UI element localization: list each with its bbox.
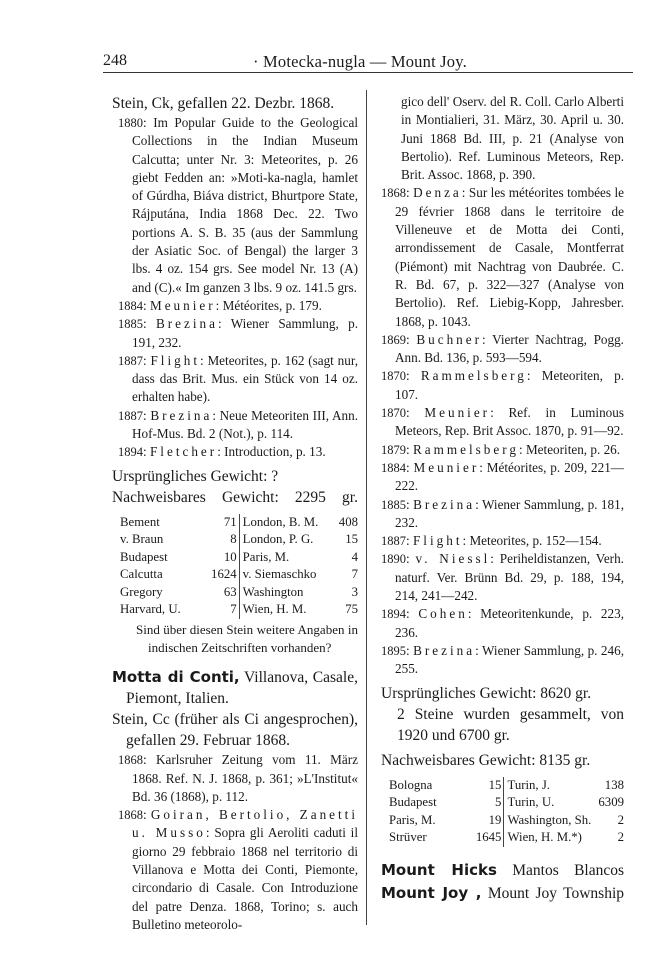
reference-entry: 1887: Flight: Meteorites, p. 152—154. <box>381 533 602 549</box>
collection-row <box>120 566 358 584</box>
reference-text: Météorites, p. 179. <box>222 297 322 313</box>
reference-list <box>112 114 358 462</box>
collection-weight: 6309 <box>598 795 624 809</box>
reference-list-3 <box>381 184 624 678</box>
reference-entry: 1894: Fletcher: Introduction, p. 13. <box>118 444 326 460</box>
cross-reference-entry <box>381 859 624 882</box>
reference-author: Meunier <box>149 297 216 313</box>
reference-text: Wiener Sammlung, p. 181, 232. <box>395 496 624 530</box>
reference-entry: 1887: Brezina: Neue Meteoriten III, Ann. Hof-Mus. Bd. 2 (Not.), p. 114. <box>118 407 358 442</box>
reference-author: Rammelsberg <box>412 441 519 457</box>
collection-weight: 15 <box>476 777 504 795</box>
collection-name: Budapest <box>120 549 168 564</box>
collection-weight: 1624 <box>211 566 239 584</box>
reference-author: Brezina <box>150 407 213 423</box>
collection-weight: 4 <box>351 549 358 564</box>
reference-author: Denza <box>413 185 462 201</box>
reference-entry: 1868: Denza: Sur les météorites tombées le 29 février 1868 dans le territoire de Villeneuve et de Motta dei Conti, arrondissement de Casale, Montferrat (Piémont) mit Nachtrag von Daubrée. C. R. Bd. 67, p. 322—327 (Analyse von Bertolio). Ref. Liebig-Kopp, Jahresber. 1868, p. 1043. <box>381 185 624 329</box>
collection-weight: 1645 <box>476 829 504 847</box>
collection-weight: 138 <box>604 777 624 792</box>
reference-year: 1885 <box>118 317 143 332</box>
reference-entry: 1884: Meunier: Météorites, p. 179. <box>118 297 322 313</box>
stone-intro: Stein, Ck, gefallen 22. Dezbr. 1868. <box>112 95 335 112</box>
verifiable-weight: Nachweisbares Gewicht: 2295 gr. <box>112 488 358 506</box>
reference-text: Meteorites, p. 162 (sagt nur, dass das Brit. Mus. ein Stück von 14 oz. erhalten habe). <box>132 352 358 405</box>
collection-table <box>120 514 358 619</box>
reference-text: Meteorites, p. 152—154. <box>469 533 602 549</box>
collection-weight: 2 <box>617 812 624 827</box>
reference-author: Flight <box>412 533 463 549</box>
reference-year: 1868 <box>118 808 143 823</box>
reference-entry: 1884: Meunier: Météorites, p. 209, 221—222. <box>381 459 624 494</box>
reference-entry: 1880: Im Popular Guide to the Geological Collections in the Indian Museum Calcutta; unter Nr. 3: Meteorites, p. 26 giebt Fedden an: »Moti-ka-nagla, hamlet of Gúrdha, Biáva district, Bhurtpore State, Rájputána, India 1868 Dec. 22. Two portions A. S. B. 35 (aus der Sammlung der Asiatic Soc. of Bengal) the larger 3 lbs. 4 oz. 154 grs. See model Nr. 13 (A) and (C).« Im ganzen 3 lbs. 9 oz. 141.5 grs. <box>118 115 358 295</box>
collection-name: Harvard, U. <box>120 602 181 617</box>
collection-name: Bologna <box>389 777 433 792</box>
locality-heading <box>112 667 358 709</box>
reference-author: Meunier <box>424 405 491 421</box>
collection-weight: 7 <box>211 601 239 619</box>
reference-year: 1884 <box>381 460 406 475</box>
reference-author: Flight <box>150 352 200 368</box>
reference-entry: 1894: Cohen: Meteoritenkunde, p. 223, 236. <box>381 606 624 640</box>
reference-author: Meunier <box>413 459 480 475</box>
reference-text: Im Popular Guide to the Geological Collections in the Indian Museum Calcutta; unter Nr. 3: Meteorites, p. 26 giebt Fedden an: »Moti-ka-nagla, hamlet of Gúrdha, Biáva district, Bhurtpore State, Rájputána, India 1868 Dec. 22. Two portions A. S. B. 35 (aus der Sammlung der Asiatic Soc. of Bengal) the larger 3 lbs. 4 oz. 154 grs. See model Nr. 13 (A) and (C).« Im ganzen 3 lbs. 9 oz. 141.5 grs. <box>132 115 358 295</box>
reference-author: Goiran, Bertolio, Zanetti u. Musso <box>132 807 359 841</box>
reference-text: Ref. in Luminous Meteors, Rep. Brit Assoc. 1870, p. 91—92. <box>395 405 624 439</box>
verifiable-weight-2: Nachweisbares Gewicht: 8135 gr. <box>381 751 591 769</box>
collection-weight: 2 <box>617 830 624 844</box>
collection-name: London, B. M. <box>242 514 319 529</box>
reference-entry: 1868: Karlsruher Zeitung vom 11. März 1868. Ref. N. J. 1868, p. 361; »L'Institut« Bd. 36 (1868), p. 112. <box>118 752 358 804</box>
reference-entry: 1870: Rammelsberg: Meteoriten, p. 107. <box>381 368 625 402</box>
header-rule <box>103 72 633 73</box>
collection-name: Paris, M. <box>242 549 290 564</box>
reference-list-2 <box>112 751 358 934</box>
reference-year: 1887 <box>118 353 143 368</box>
reference-year: 1885 <box>381 497 406 512</box>
reference-year: 1868 <box>381 186 406 201</box>
reference-year: 1870 <box>381 406 406 421</box>
reference-entry: 1869: Buchner: Vierter Nachtrag, Pogg. Ann. Bd. 136, p. 593—594. <box>381 331 624 366</box>
collection-name: Budapest <box>389 795 437 809</box>
reference-entry: 1870: Meunier: Ref. in Luminous Meteors, Rep. Brit Assoc. 1870, p. 91—92. <box>381 405 624 439</box>
right-column <box>381 93 624 905</box>
reference-year: 1880 <box>118 116 143 130</box>
locality-place: Villanova, Casale, Piemont, Italien. <box>126 669 358 708</box>
reference-text: Introduction, p. 13. <box>224 444 326 460</box>
reference-text: Wiener Sammlung, p. 246, 255. <box>395 642 624 677</box>
collection-weight: 8 <box>211 531 239 549</box>
reference-text: Meteoriten, p. 26. <box>525 441 621 457</box>
reference-entry: 1879: Rammelsberg: Meteoriten, p. 26. <box>381 441 621 457</box>
collection-weight: 3 <box>351 584 358 599</box>
collection-name: Wien, H. M. <box>242 602 307 617</box>
collection-name: Turin, U. <box>507 795 555 809</box>
reference-text: Meteoritenkunde, p. 223, 236. <box>395 606 624 640</box>
collection-weight: 15 <box>345 532 358 547</box>
collection-name: Wien, H. M.*) <box>507 830 582 844</box>
collection-weight: 10 <box>211 549 239 567</box>
see-reference: Mount Joy Township <box>487 884 624 902</box>
collection-name: Calcutta <box>120 567 163 582</box>
reference-year: 1879 <box>381 442 406 457</box>
reference-text: Wiener Sammlung, p. 191, 232. <box>132 316 358 350</box>
collection-weight: 63 <box>211 584 239 602</box>
reference-year: 1884 <box>118 298 143 313</box>
reference-text: Météorites, p. 209, 221—222. <box>395 459 624 494</box>
reference-year: 1894 <box>118 445 143 460</box>
reference-text: Neue Meteoriten III, Ann. Hof-Mus. Bd. 2 (Not.), p. 114. <box>132 407 358 442</box>
reference-entry: 1885: Brezina: Wiener Sammlung, p. 181, 232. <box>381 496 624 530</box>
reference-year: 1869 <box>381 332 406 347</box>
cross-references <box>381 859 624 905</box>
reference-text: Periheldistanzen, Verh. naturf. Ver. Brünn Bd. 29, p. 188, 194, 214, 241—242. <box>395 551 624 604</box>
collection-row <box>389 777 624 795</box>
collection-name: Gregory <box>120 584 163 599</box>
reference-author: Rammelsberg <box>420 368 527 384</box>
meteorite-name: Mount Joy , <box>381 883 482 902</box>
reference-author: Brezina <box>155 316 218 332</box>
collection-name: London, P. G. <box>242 532 314 547</box>
reference-year: 1868 <box>118 753 143 768</box>
collection-row <box>389 812 624 830</box>
reference-entry: 1868: Goiran, Bertolio, Zanetti u. Musso: Sopra gli Aeroliti caduti il giorno 29 febbraio 1868 nel territorio di Villanova e Motta dei Conti, Piemonte, circondario di Casale. Con Introduzione del patre Denza. 1868, Torino; s. auch Bulletino meteorolo- <box>118 807 359 932</box>
reference-author: v. Niessl <box>415 551 491 567</box>
collection-row <box>120 531 358 549</box>
collection-weight: 71 <box>211 514 239 532</box>
collection-name: Washington, Sh. <box>507 812 592 827</box>
cross-reference-entry <box>381 882 624 905</box>
collection-row <box>120 549 358 567</box>
reference-text: Sur les météorites tombées le 29 février 1868 dans le territoire de Villeneuve et de Motta dei Conti, arrondissement de Casale, Montferrat (Piémont) mit Nachtrag von Daubrée. C. R. Bd. 67, p. 322—327 (Analyse von Bertolio). Ref. Liebig-Kopp, Jahresber. 1868, p. 1043. <box>395 185 624 329</box>
collection-name: Turin, J. <box>507 777 551 792</box>
reference-text: Sopra gli Aeroliti caduti il giorno 29 febbraio 1868 nel territorio di Villanova e Motta dei Conti, Piemonte, circondario di Casale. Con Introduzione del patre Denza. 1868, Torino; s. auch Bulletino meteorolo- <box>132 825 358 932</box>
reference-author: Buchner <box>416 331 483 347</box>
reference-author: Brezina <box>413 642 476 658</box>
reference-text: Karlsruher Zeitung vom 11. März 1868. Ref. N. J. 1868, p. 361; »L'Institut« Bd. 36 (1868), p. 112. <box>132 752 358 804</box>
reference-author: Cohen <box>418 606 468 622</box>
meteorite-name: Mount Hicks <box>381 860 497 879</box>
collection-weight: 7 <box>351 567 358 582</box>
collection-weight: 408 <box>338 514 358 529</box>
collection-row <box>120 601 358 619</box>
reference-year: 1894 <box>381 607 406 622</box>
reference-year: 1887 <box>381 534 406 549</box>
reference-entry: 1895: Brezina: Wiener Sammlung, p. 246, 255. <box>381 642 624 677</box>
collection-table-2 <box>389 777 624 847</box>
reference-continuation: gico dell' Oserv. del R. Coll. Carlo Alberti in Montialieri, 31. März, 30. April u. 30. Juni 1868 Bd. III, p. 21 (Analyse von Bertolio). Ref. Luminous Meteors, Rep. Brit. Assoc. 1868, p. 390. <box>401 94 624 183</box>
stones-note: 2 Steine wurden gesammelt, von 1920 und 6700 gr. <box>397 705 624 744</box>
question-note: Sind über diesen Stein weitere Angaben in indischen Zeitschriften vorhanden? <box>136 621 358 655</box>
collection-name: v. Siemaschko <box>242 567 317 582</box>
reference-year: 1890 <box>381 552 406 567</box>
collection-name: Bement <box>120 514 160 529</box>
collection-name: Strüver <box>389 830 427 844</box>
reference-year: 1895 <box>381 643 406 658</box>
collection-weight: 5 <box>476 794 504 812</box>
collection-row <box>389 829 624 847</box>
running-title: · Motecka-nugla — Mount Joy. <box>253 52 467 71</box>
page-header <box>103 48 633 72</box>
page-number: 248 <box>103 52 127 69</box>
reference-entry: 1890: v. Niessl: Periheldistanzen, Verh. naturf. Ver. Brünn Bd. 29, p. 188, 194, 214, 241—242. <box>381 551 624 604</box>
locality-name: Motta di Conti, <box>112 668 240 687</box>
original-weight-2: Ursprüngliches Gewicht: 8620 gr. <box>381 684 592 702</box>
reference-entry: 1887: Flight: Meteorites, p. 162 (sagt nur, dass das Brit. Mus. ein Stück von 14 oz. erhalten habe). <box>118 352 358 405</box>
collection-name: v. Braun <box>120 532 164 547</box>
collection-row <box>120 584 358 602</box>
reference-text: Vierter Nachtrag, Pogg. Ann. Bd. 136, p. 593—594. <box>395 331 624 366</box>
collection-name: Washington <box>242 584 304 599</box>
reference-year: 1887 <box>118 408 143 423</box>
stone-intro-2: Stein, Cc (früher als Ci angesprochen), gefallen 29. Februar 1868. <box>112 711 358 750</box>
collection-row <box>120 514 358 532</box>
see-reference: Mantos Blancos <box>512 861 625 879</box>
collection-weight: 75 <box>345 602 358 617</box>
reference-author: Brezina <box>413 496 476 512</box>
reference-year: 1870 <box>381 369 406 384</box>
reference-author: Fletcher <box>149 444 218 460</box>
collection-row <box>389 794 624 812</box>
original-weight: Ursprüngliches Gewicht: ? <box>112 467 279 485</box>
collection-name: Paris, M. <box>389 812 436 827</box>
reference-entry: 1885: Brezina: Wiener Sammlung, p. 191, 232. <box>118 316 358 350</box>
reference-text: Meteoriten, p. 107. <box>395 368 625 402</box>
left-column <box>112 93 358 934</box>
column-divider <box>366 90 367 925</box>
collection-weight: 19 <box>476 812 504 830</box>
